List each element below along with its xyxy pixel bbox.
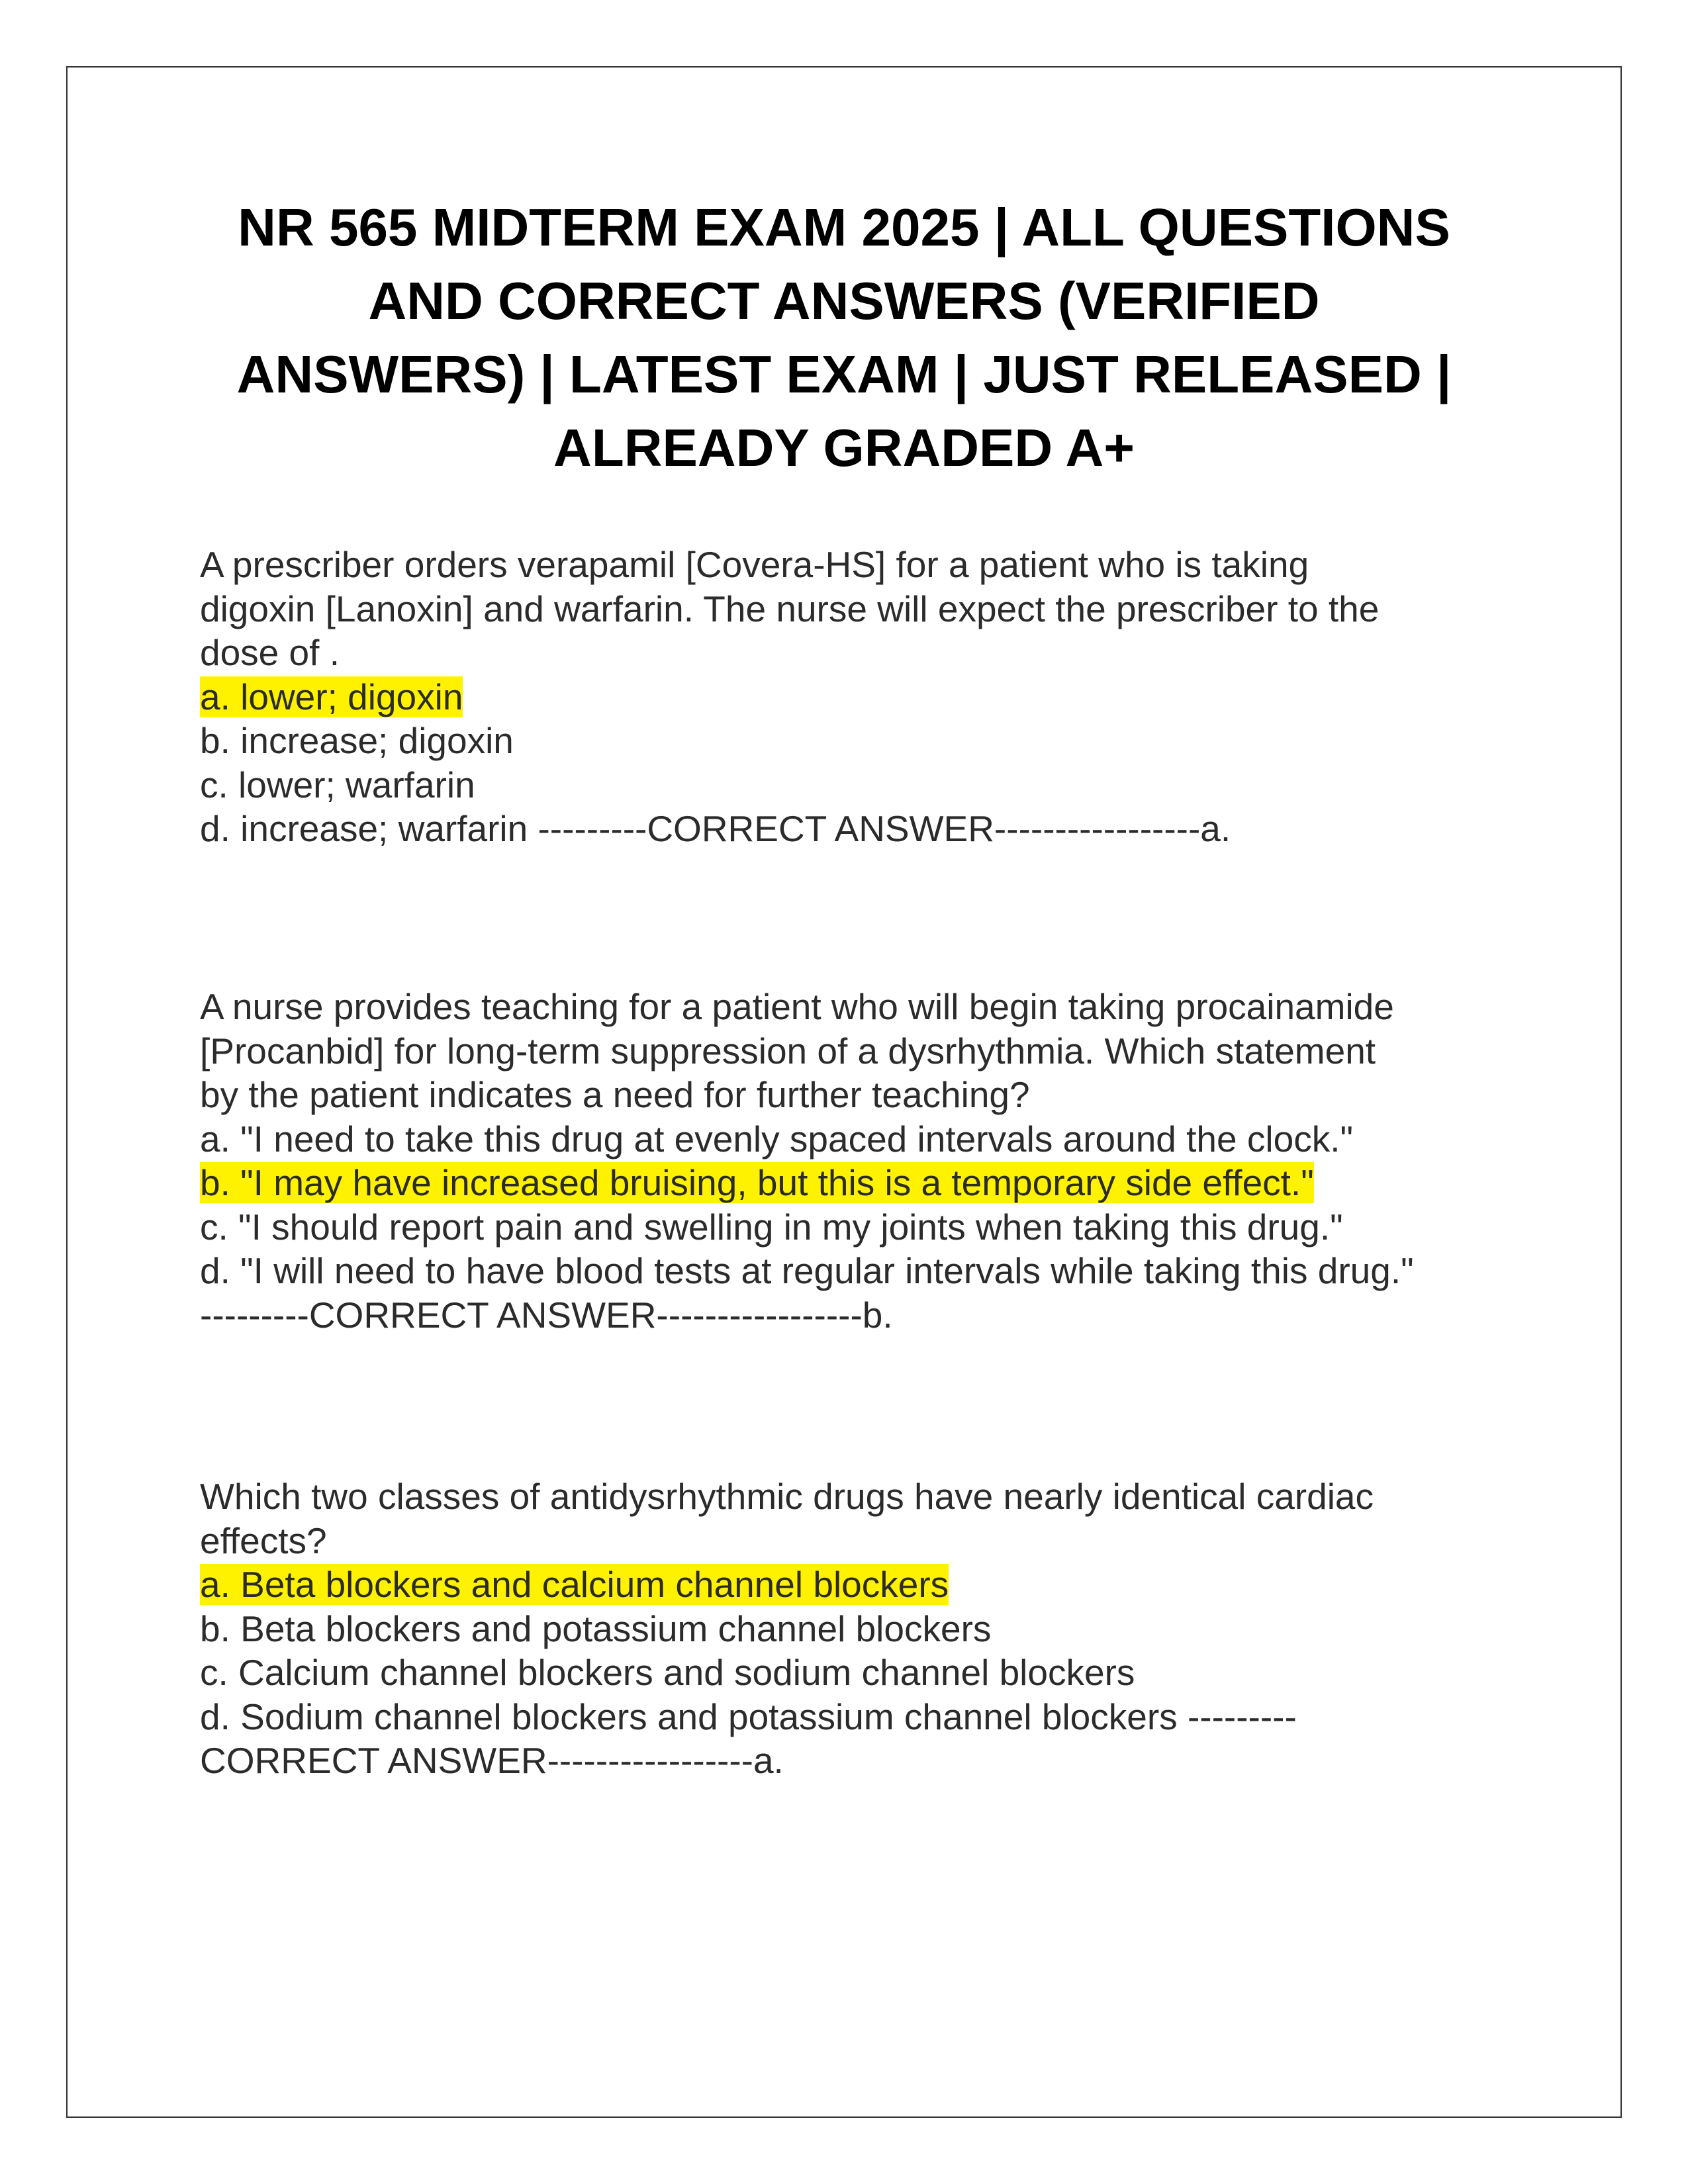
option-a <box>200 675 1524 719</box>
question-stem-line: digoxin [Lanoxin] and warfarin. The nurse will expect the prescriber to the <box>200 588 1380 629</box>
question-stem-line: dose of . <box>200 632 340 673</box>
title-line: ALREADY GRADED A+ <box>553 418 1135 477</box>
option-d: d. Sodium channel blockers and potassium channel blockers --------- <box>200 1696 1297 1737</box>
option-a: a. "I need to take this drug at evenly spaced intervals around the clock." <box>200 1118 1354 1160</box>
title-line: NR 565 MIDTERM EXAM 2025 | ALL QUESTIONS <box>238 198 1450 257</box>
option-b: b. Beta blockers and potassium channel blockers <box>200 1608 992 1649</box>
question-stem-line: [Procanbid] for long-term suppression of a dysrhythmia. Which statement <box>200 1030 1376 1071</box>
highlighted-answer: a. lower; digoxin <box>200 676 463 717</box>
title-line: AND CORRECT ANSWERS (VERIFIED <box>368 271 1320 330</box>
question-stem-line: A nurse provides teaching for a patient who will begin taking procainamide <box>200 986 1394 1027</box>
option-a <box>200 1563 1524 1607</box>
title-line: ANSWERS) | LATEST EXAM | JUST RELEASED | <box>236 345 1452 404</box>
question-stem-line: by the patient indicates a need for further teaching? <box>200 1074 1030 1115</box>
highlighted-answer: b. "I may have increased bruising, but this is a temporary side effect." <box>200 1162 1314 1203</box>
option-c: c. lower; warfarin <box>200 764 475 805</box>
option-d: d. "I will need to have blood tests at regular intervals while taking this drug." <box>200 1250 1414 1291</box>
highlighted-answer: a. Beta blockers and calcium channel blockers <box>200 1564 949 1605</box>
option-b: b. increase; digoxin <box>200 720 514 761</box>
option-c: c. Calcium channel blockers and sodium channel blockers <box>200 1652 1135 1693</box>
document-title <box>165 191 1523 484</box>
question-stem-line: effects? <box>200 1520 327 1561</box>
correct-answer-line: CORRECT ANSWER-----------------a. <box>200 1740 784 1781</box>
question-stem-line: Which two classes of antidysrhythmic drugs have nearly identical cardiac <box>200 1476 1374 1517</box>
option-d: d. increase; warfarin ---------CORRECT ANSWER-----------------a. <box>200 808 1231 849</box>
question-1 <box>200 543 1524 851</box>
question-2 <box>200 985 1524 1337</box>
option-c: c. "I should report pain and swelling in my joints when taking this drug." <box>200 1206 1343 1248</box>
correct-answer-line: ---------CORRECT ANSWER-----------------b. <box>200 1294 893 1336</box>
option-b <box>200 1161 1524 1205</box>
question-3 <box>200 1475 1524 1783</box>
question-stem-line: A prescriber orders verapamil [Covera-HS] for a patient who is taking <box>200 544 1309 585</box>
